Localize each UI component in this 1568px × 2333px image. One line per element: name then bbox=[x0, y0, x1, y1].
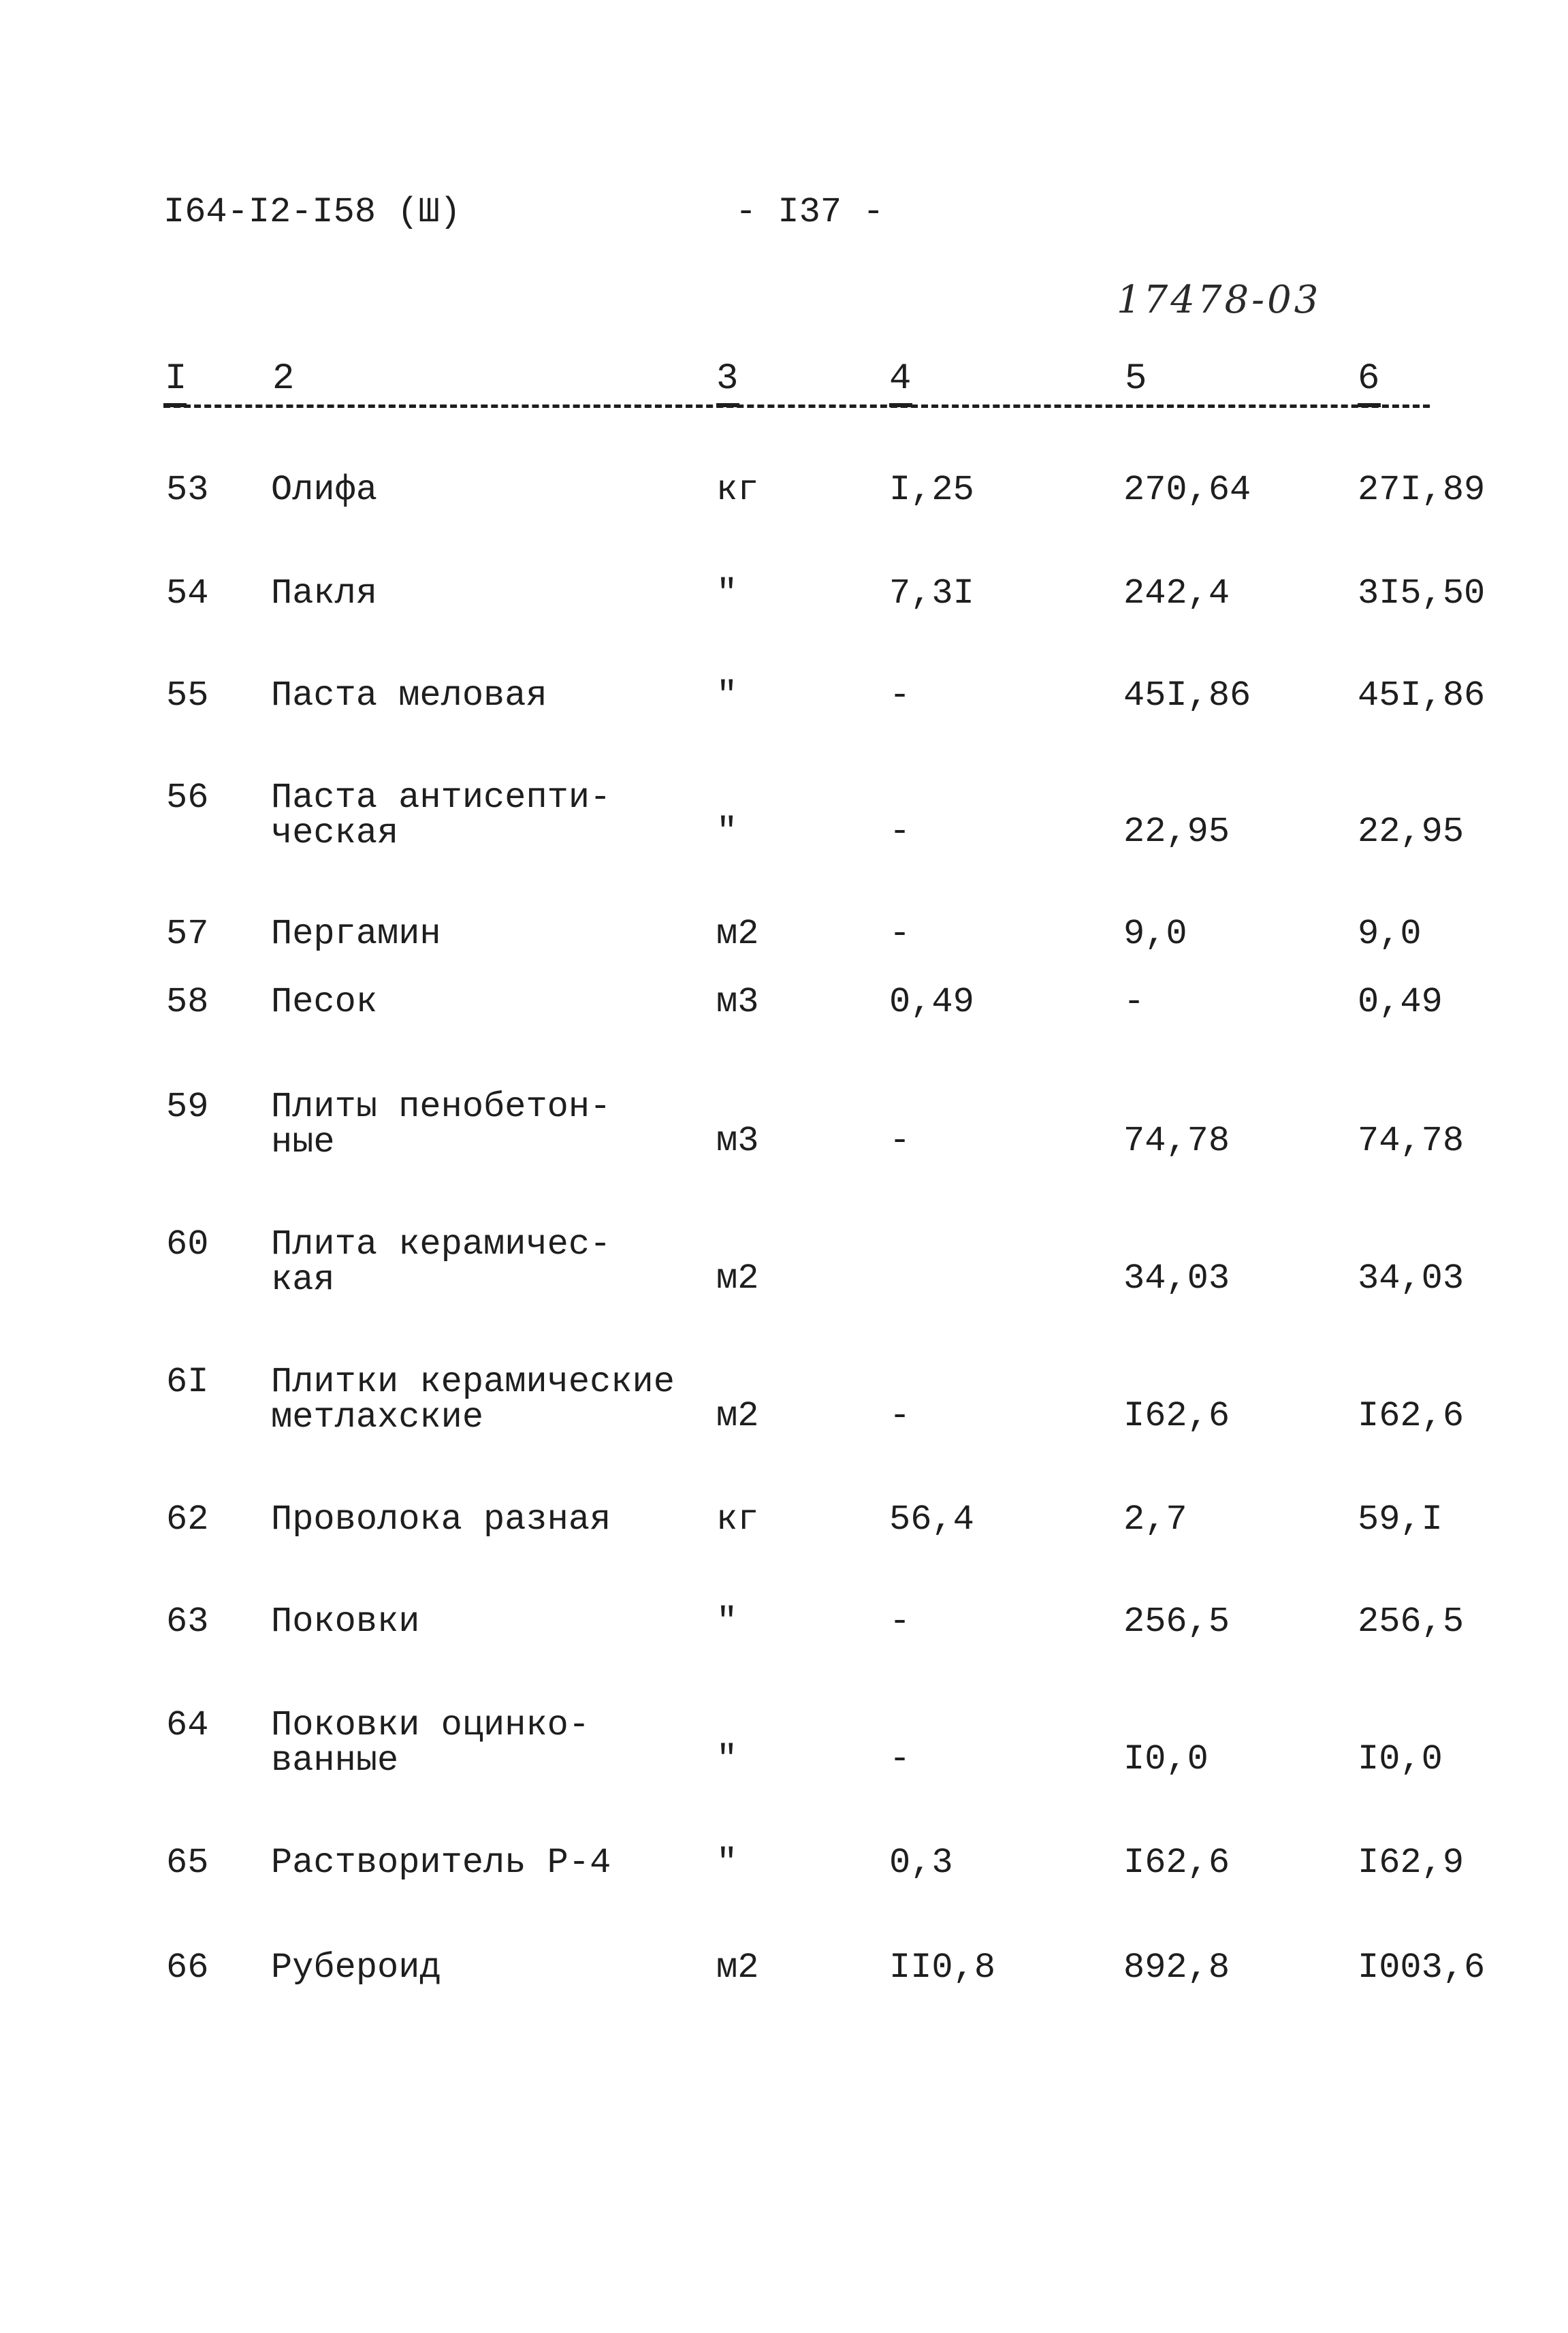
column-4-value: - bbox=[889, 914, 911, 954]
column-4-value: 7,3I bbox=[889, 573, 974, 614]
row-number: 55 bbox=[166, 676, 209, 716]
material-name: Пергамин bbox=[271, 914, 441, 954]
unit-cell: " bbox=[716, 1739, 738, 1779]
column-4-value: - bbox=[889, 812, 911, 852]
column-6-value: I0,0 bbox=[1358, 1739, 1443, 1779]
row-number: 53 bbox=[166, 470, 209, 510]
unit-cell: м2 bbox=[716, 1258, 759, 1299]
material-name: Поковки оцинко- ванные bbox=[271, 1705, 590, 1781]
column-6-value: 9,0 bbox=[1358, 914, 1422, 954]
column-6-value: 256,5 bbox=[1358, 1602, 1465, 1642]
material-name: Рубероид bbox=[271, 1948, 441, 1988]
row-number: 6I bbox=[166, 1362, 209, 1402]
column-header-2: 2 bbox=[272, 358, 295, 400]
column-5-value: I62,6 bbox=[1123, 1843, 1230, 1883]
unit-cell: " bbox=[716, 676, 738, 716]
column-5-value: - bbox=[1123, 982, 1145, 1022]
column-5-value: 45I,86 bbox=[1123, 676, 1251, 716]
column-header-row bbox=[163, 358, 1430, 413]
row-number: 60 bbox=[166, 1224, 209, 1265]
material-name: Поковки bbox=[271, 1602, 420, 1642]
column-header-5: 5 bbox=[1125, 358, 1147, 400]
column-4-value: - bbox=[889, 1121, 911, 1161]
column-6-value: I62,6 bbox=[1358, 1396, 1465, 1436]
unit-cell: м2 bbox=[716, 914, 759, 954]
row-number: 56 bbox=[166, 778, 209, 818]
column-header-3: 3 bbox=[716, 358, 739, 400]
material-name: Паста меловая bbox=[271, 676, 547, 716]
material-name: Пакля bbox=[271, 573, 378, 614]
column-5-value: 22,95 bbox=[1123, 812, 1230, 852]
column-4-value: - bbox=[889, 1602, 911, 1642]
unit-cell: " bbox=[716, 1843, 738, 1883]
unit-cell: м2 bbox=[716, 1948, 759, 1988]
column-header-4: 4 bbox=[889, 358, 912, 400]
row-number: 54 bbox=[166, 573, 209, 614]
unit-cell: м3 bbox=[716, 982, 759, 1022]
unit-cell: " bbox=[716, 812, 738, 852]
column-header-6: 6 bbox=[1358, 358, 1380, 400]
column-6-value: I62,9 bbox=[1358, 1843, 1465, 1883]
material-name: Плита керамичес- кая bbox=[271, 1224, 611, 1300]
column-5-value: 2,7 bbox=[1123, 1499, 1187, 1540]
row-number: 57 bbox=[166, 914, 209, 954]
material-name: Растворитель Р-4 bbox=[271, 1843, 611, 1883]
column-6-value: 22,95 bbox=[1358, 812, 1465, 852]
column-5-value: 242,4 bbox=[1123, 573, 1230, 614]
material-name: Плиты пенобетон- ные bbox=[271, 1087, 611, 1162]
column-6-value: 0,49 bbox=[1358, 982, 1443, 1022]
column-header-1: I bbox=[165, 358, 187, 400]
material-name: Плитки керамические метлахские bbox=[271, 1362, 675, 1438]
column-6-value: 59,I bbox=[1358, 1499, 1443, 1540]
column-4-value: 0,3 bbox=[889, 1843, 953, 1883]
row-number: 62 bbox=[166, 1499, 209, 1540]
material-name: Проволока разная bbox=[271, 1499, 611, 1540]
unit-cell: " bbox=[716, 573, 738, 614]
column-5-value: I0,0 bbox=[1123, 1739, 1209, 1779]
column-6-value: 45I,86 bbox=[1358, 676, 1486, 716]
column-6-value: 34,03 bbox=[1358, 1258, 1465, 1299]
column-5-value: 74,78 bbox=[1123, 1121, 1230, 1161]
column-6-value: 74,78 bbox=[1358, 1121, 1465, 1161]
column-4-value: 56,4 bbox=[889, 1499, 974, 1540]
page-number: - I37 - bbox=[735, 192, 884, 232]
column-4-value: - bbox=[889, 676, 911, 716]
row-number: 58 bbox=[166, 982, 209, 1022]
column-5-value: I62,6 bbox=[1123, 1396, 1230, 1436]
column-4-value: I,25 bbox=[889, 470, 974, 510]
column-6-value: 27I,89 bbox=[1358, 470, 1486, 510]
document-code: I64-I2-I58 (Ш) bbox=[163, 192, 461, 232]
unit-cell: м2 bbox=[716, 1396, 759, 1436]
column-5-value: 270,64 bbox=[1123, 470, 1251, 510]
material-name: Паста антисепти- ческая bbox=[271, 778, 611, 853]
handwritten-note: 17478-03 bbox=[1117, 278, 1322, 322]
material-name: Олифа bbox=[271, 470, 378, 510]
column-5-value: 256,5 bbox=[1123, 1602, 1230, 1642]
row-number: 63 bbox=[166, 1602, 209, 1642]
column-6-value: 3I5,50 bbox=[1358, 573, 1486, 614]
unit-cell: кг bbox=[716, 470, 759, 510]
column-4-value: 0,49 bbox=[889, 982, 974, 1022]
column-5-value: 9,0 bbox=[1123, 914, 1187, 954]
unit-cell: м3 bbox=[716, 1121, 759, 1161]
row-number: 59 bbox=[166, 1087, 209, 1127]
column-5-value: 892,8 bbox=[1123, 1948, 1230, 1988]
unit-cell: кг bbox=[716, 1499, 759, 1540]
material-name: Песок bbox=[271, 982, 378, 1022]
column-4-value: - bbox=[889, 1396, 911, 1436]
header-dashed-rule bbox=[163, 404, 1430, 408]
column-5-value: 34,03 bbox=[1123, 1258, 1230, 1299]
row-number: 66 bbox=[166, 1948, 209, 1988]
column-6-value: I003,6 bbox=[1358, 1948, 1486, 1988]
unit-cell: " bbox=[716, 1602, 738, 1642]
column-4-value: II0,8 bbox=[889, 1948, 996, 1988]
row-number: 64 bbox=[166, 1705, 209, 1745]
column-4-value: - bbox=[889, 1739, 911, 1779]
row-number: 65 bbox=[166, 1843, 209, 1883]
